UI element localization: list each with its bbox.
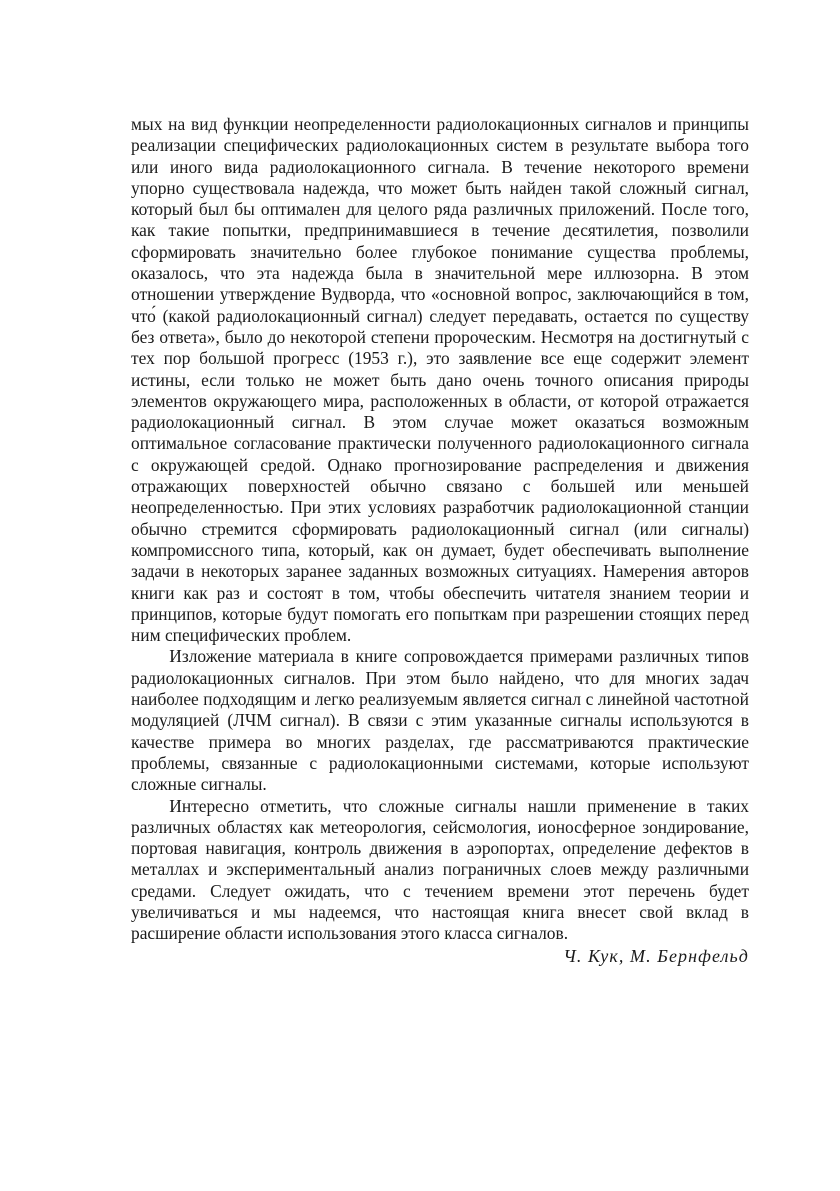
authors-signature: Ч. Кук, М. Бернфельд [563,945,749,966]
paragraph-examples: Изложение материала в книге сопровождается примерами различных типов радиолокационных сигналов. При этом было найдено, что для многих задач наиболее подходящим и легко реализуемым является сигнал с линейной частотной модуляцией (ЛЧМ сигнал). В связи с этим указанные сигналы используются в качестве примера во многих разделах, где рассматриваются практические проблемы, связанные с радиолокационными системами, которые используют сложные сигналы. [131,646,749,795]
document-page [131,114,749,967]
paragraph-continued: мых на вид функции неопределенности радиолокационных сигналов и принципы реализации специфических радиолокационных систем в результате выбора того или иного вида радиолокационного сигнала. В течение некоторого времени упорно существовала надежда, что может быть найден такой сложный сигнал, который был бы оптимален для целого ряда различных приложений. После того, как такие попытки, предпринимавшиеся в течение десятилетия, позволили сформировать значительно более глубокое понимание существа проблемы, оказалось, что эта надежда была в значительной мере иллюзорна. В этом отношении утверждение Вудворда, что «основной вопрос, заключающийся в том, что́ (какой радиолокационный сигнал) следует передавать, остается по существу без ответа», было до некоторой степени пророческим. Несмотря на достигнутый с тех пор большой прогресс (1953 г.), это заявление все еще содержит элемент истины, если только не может быть дано очень точного описания природы элементов окружающего мира, расположенных в области, от которой отражается радиолокационный сигнал. В этом случае может оказаться возможным оптимальное согласование практически полученного радиолокационного сигнала с окружающей средой. Однако прогнозирование распределения и движения отражающих поверхностей обычно связано с большей или меньшей неопределенностью. При этих условиях разработчик радиолокационной станции обычно стремится сформировать радиолокационный сигнал (или сигналы) компромиссного типа, который, как он думает, будет обеспечивать выполнение задачи в некоторых заранее заданных возможных ситуациях. Намерения авторов книги как раз и состоят в том, чтобы обеспечить читателя знанием теории и принципов, которые будут помогать его попыткам при разрешении стоящих перед ним специфических проблем. [131,114,749,646]
paragraph-applications: Интересно отметить, что сложные сигналы нашли применение в таких различных областях как метеорология, сейсмология, ионосферное зондирование, портовая навигация, контроль движения в аэропортах, определение дефектов в металлах и экспериментальный анализ пограничных слоев между различными средами. Следует ожидать, что с течением времени этот перечень будет увеличиваться и мы надеемся, что настоящая книга внесет свой вклад в расширение области использования этого класса сигналов. [131,795,749,944]
